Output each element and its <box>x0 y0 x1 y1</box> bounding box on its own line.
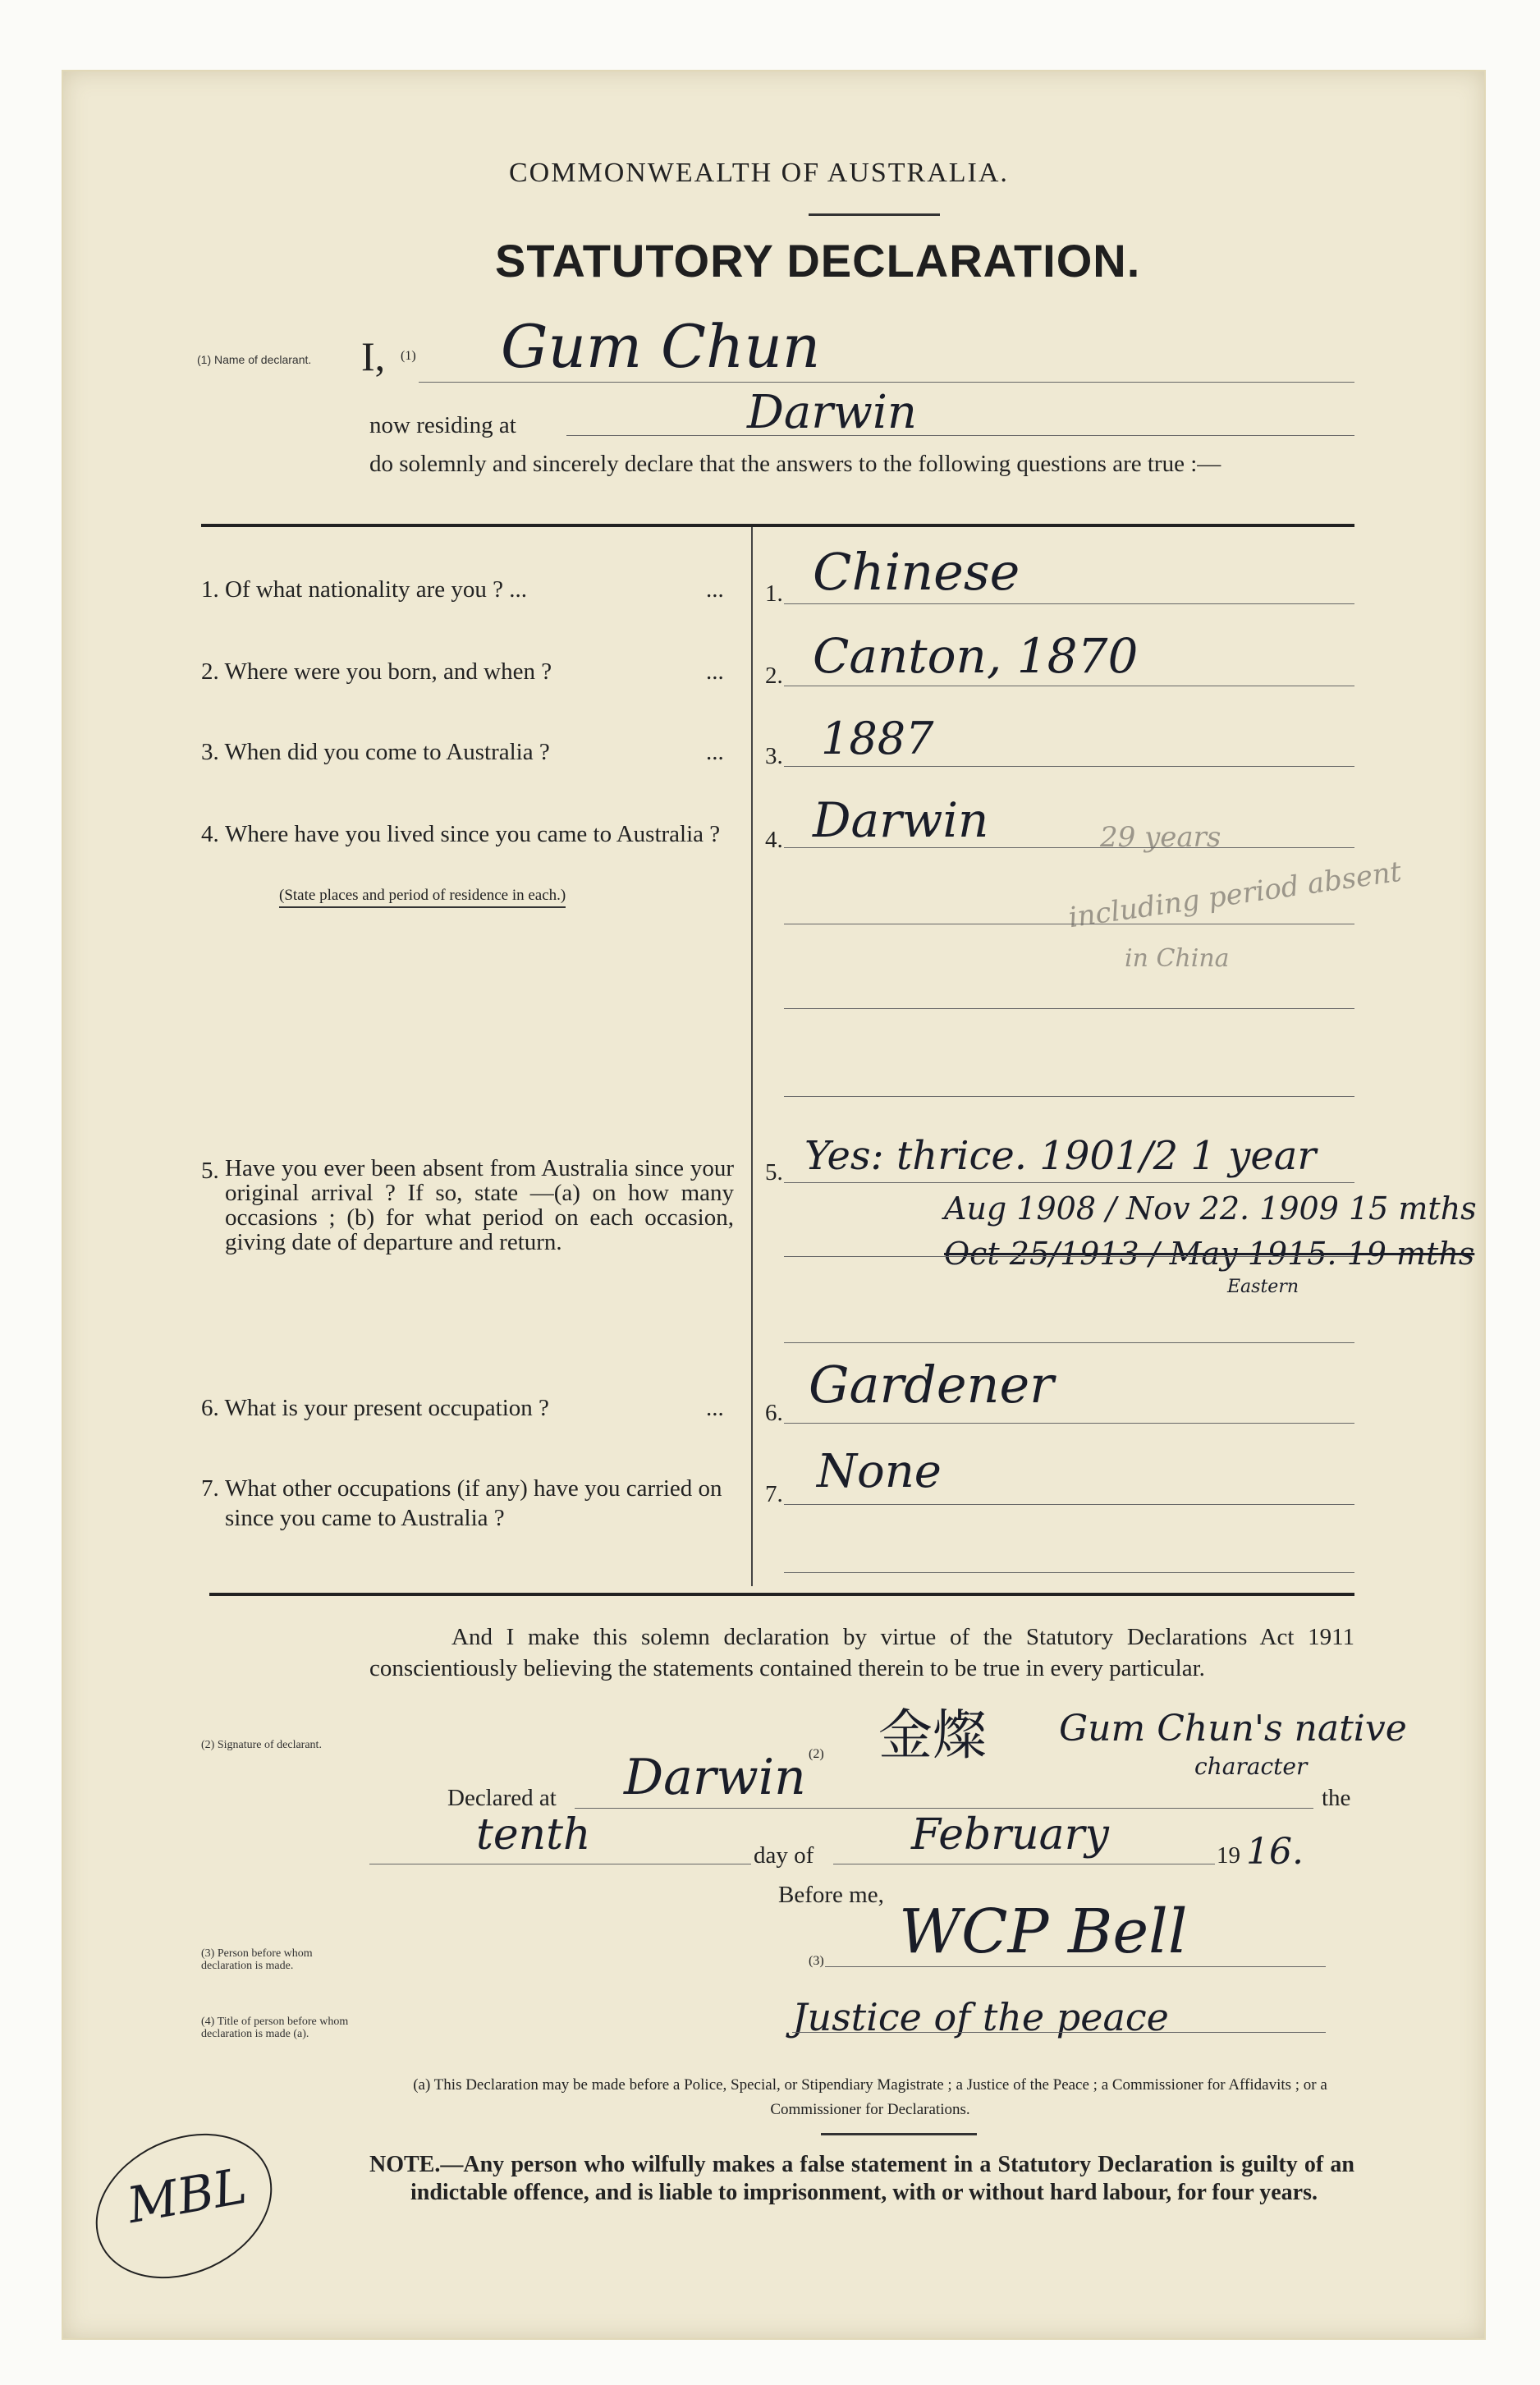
title-line <box>792 2032 1326 2033</box>
signature-text: Gum Chun's native <box>1059 1708 1407 1750</box>
before-me-label: Before me, <box>778 1882 884 1908</box>
declared-month: February <box>911 1810 1109 1860</box>
question-1-number: 1. <box>201 576 219 603</box>
residence-line <box>566 435 1354 436</box>
answer-7: None <box>817 1445 942 1498</box>
answer-6: Gardener <box>809 1355 1054 1415</box>
declarant-margin-note: (1) Name of declarant. <box>197 353 312 366</box>
declared-at: Darwin <box>624 1749 806 1806</box>
answer-5-number: 5. <box>765 1159 783 1186</box>
question-3-dots: ... <box>706 739 724 765</box>
declared-at-line <box>575 1808 1313 1809</box>
question-4-text: Where have you lived since you came to Australia ? <box>225 821 721 847</box>
question-4-note: (State places and period of residence in each.) <box>279 887 566 908</box>
question-1 <box>201 575 735 604</box>
closing-statement: And I make this solemn declaration by virtue of the Statutory Declarations Act 1911 conscientiously believing the statements contained therein to be true in every particular. <box>369 1624 1354 1681</box>
answer-1-number: 1. <box>765 580 783 607</box>
question-4 <box>201 819 735 849</box>
name-line <box>419 382 1354 383</box>
question-3-number: 3. <box>201 739 219 765</box>
answer-4-number: 4. <box>765 827 783 853</box>
answer-3-number: 3. <box>765 743 783 769</box>
question-7-number: 7. <box>201 1475 219 1502</box>
declarant-name: Gum Chun <box>501 312 821 381</box>
answer-3: 1887 <box>821 713 934 764</box>
question-6-number: 6. <box>201 1395 219 1421</box>
declared-at-label: Declared at <box>447 1785 557 1811</box>
declarant-prefix: I, <box>361 333 386 379</box>
question-1-text: Of what nationality are you ? ... <box>225 576 528 603</box>
person-signature: WCP Bell <box>899 1897 1188 1967</box>
question-5-text: Have you ever been absent from Australia since your original arrival ? If so, state —(a) on how many occasions ; (b) for what period on each occasion, giving date of departure and return. <box>225 1155 734 1255</box>
residing-label: now residing at <box>369 412 516 438</box>
answer-5-line-2-text: Aug 1908 / Nov 22. 1909 15 mths <box>944 1190 1477 1227</box>
person-margin-note: (3) Person before whom declaration is made. <box>201 1947 313 1972</box>
person-title: Justice of the peace <box>792 1995 1169 2039</box>
title-margin-note: (4) Title of person before whom declaration is made (a). <box>201 2016 349 2040</box>
footnote: (a) This Declaration may be made before a Police, Special, or Stipendiary Magistrate ; a Justice of the Peace ; a Commissioner for Affidavits ; or a Commissioner for Declarations. <box>413 2076 1327 2118</box>
declarant-ref: (1) <box>401 349 416 363</box>
answer-6-line <box>784 1423 1354 1424</box>
question-1-dots: ... <box>706 576 724 603</box>
legal-note: NOTE.—Any person who wilfully makes a false statement in a Statutory Declaration is guilty of an indictable offence, and is liable to imprisonment, with or without hard labour, for four years. <box>369 2152 1354 2205</box>
question-2 <box>201 657 735 686</box>
answer-2: Canton, 1870 <box>813 628 1139 684</box>
residence: Darwin <box>747 386 917 439</box>
answer-4: Darwin <box>813 792 989 848</box>
answer-1: Chinese <box>813 542 1020 602</box>
answer-4-line-3 <box>784 1008 1354 1009</box>
question-3-text: When did you come to Australia ? <box>224 739 550 765</box>
document-title: STATUTORY DECLARATION. <box>495 235 1141 287</box>
answer-3-line <box>784 766 1354 767</box>
column-divider <box>751 527 753 1586</box>
answer-5-line-3-text: Oct 25/1913 / May 1915. 19 mths <box>944 1236 1475 1272</box>
person-line <box>825 1966 1326 1967</box>
answer-5-annotation: Eastern <box>1227 1277 1299 1297</box>
question-7-text: What other occupations (if any) have you carried on since you came to Australia ? <box>225 1475 722 1531</box>
question-6-dots: ... <box>706 1395 724 1421</box>
footnote-divider <box>821 2133 977 2135</box>
intro-divider <box>201 524 1354 527</box>
question-6-text: What is your present occupation ? <box>224 1395 549 1421</box>
answer-5-line-1-text: Yes: thrice. 1901/2 1 year <box>804 1133 1317 1179</box>
answer-4-line-1 <box>784 847 1354 848</box>
initials: MBL <box>123 2157 251 2236</box>
answer-6-number: 6. <box>765 1400 783 1426</box>
signature-margin-note: (2) Signature of declarant. <box>201 1739 322 1751</box>
declaration-intro: do solemnly and sincerely declare that the answers to the following questions are true :— <box>369 451 1221 477</box>
answer-4-pencil-3: in China <box>1125 944 1230 973</box>
question-6 <box>201 1393 735 1423</box>
questions-bottom-divider <box>209 1593 1354 1596</box>
question-2-number: 2. <box>201 658 219 685</box>
declared-day: tenth <box>476 1810 591 1860</box>
question-4-number: 4. <box>201 821 219 847</box>
answer-5-line-3 <box>784 1342 1354 1343</box>
signature-sub: character <box>1194 1753 1308 1780</box>
answer-4-pencil-1: 29 years <box>1100 821 1221 854</box>
the-label: the <box>1322 1785 1351 1811</box>
answer-7-line <box>784 1504 1354 1505</box>
answer-5-line-2 <box>784 1256 1354 1257</box>
year-suffix: 16. <box>1246 1831 1304 1873</box>
question-5 <box>201 1156 743 1254</box>
question-2-text: Where were you born, and when ? <box>224 658 552 685</box>
question-3 <box>201 737 735 767</box>
signature-ref: (2) <box>809 1747 824 1761</box>
question-2-dots: ... <box>706 658 724 685</box>
country-heading: COMMONWEALTH OF AUSTRALIA. <box>509 158 1009 188</box>
question-7 <box>201 1474 743 1533</box>
signature-chinese: 金燦 <box>878 1704 987 1767</box>
answer-4-pencil-2: including period absent <box>1066 855 1404 935</box>
day-of-label: day of <box>754 1842 814 1869</box>
year-prefix: 19 <box>1217 1842 1240 1869</box>
answer-7-line-2 <box>784 1572 1354 1573</box>
answer-7-number: 7. <box>765 1481 783 1507</box>
answer-1-line <box>784 603 1354 604</box>
answer-4-line-4 <box>784 1096 1354 1097</box>
person-ref: (3) <box>809 1954 824 1968</box>
answer-5-line-1 <box>784 1182 1354 1183</box>
heading-divider <box>809 213 940 216</box>
question-5-number: 5. <box>201 1158 219 1184</box>
answer-2-number: 2. <box>765 663 783 689</box>
